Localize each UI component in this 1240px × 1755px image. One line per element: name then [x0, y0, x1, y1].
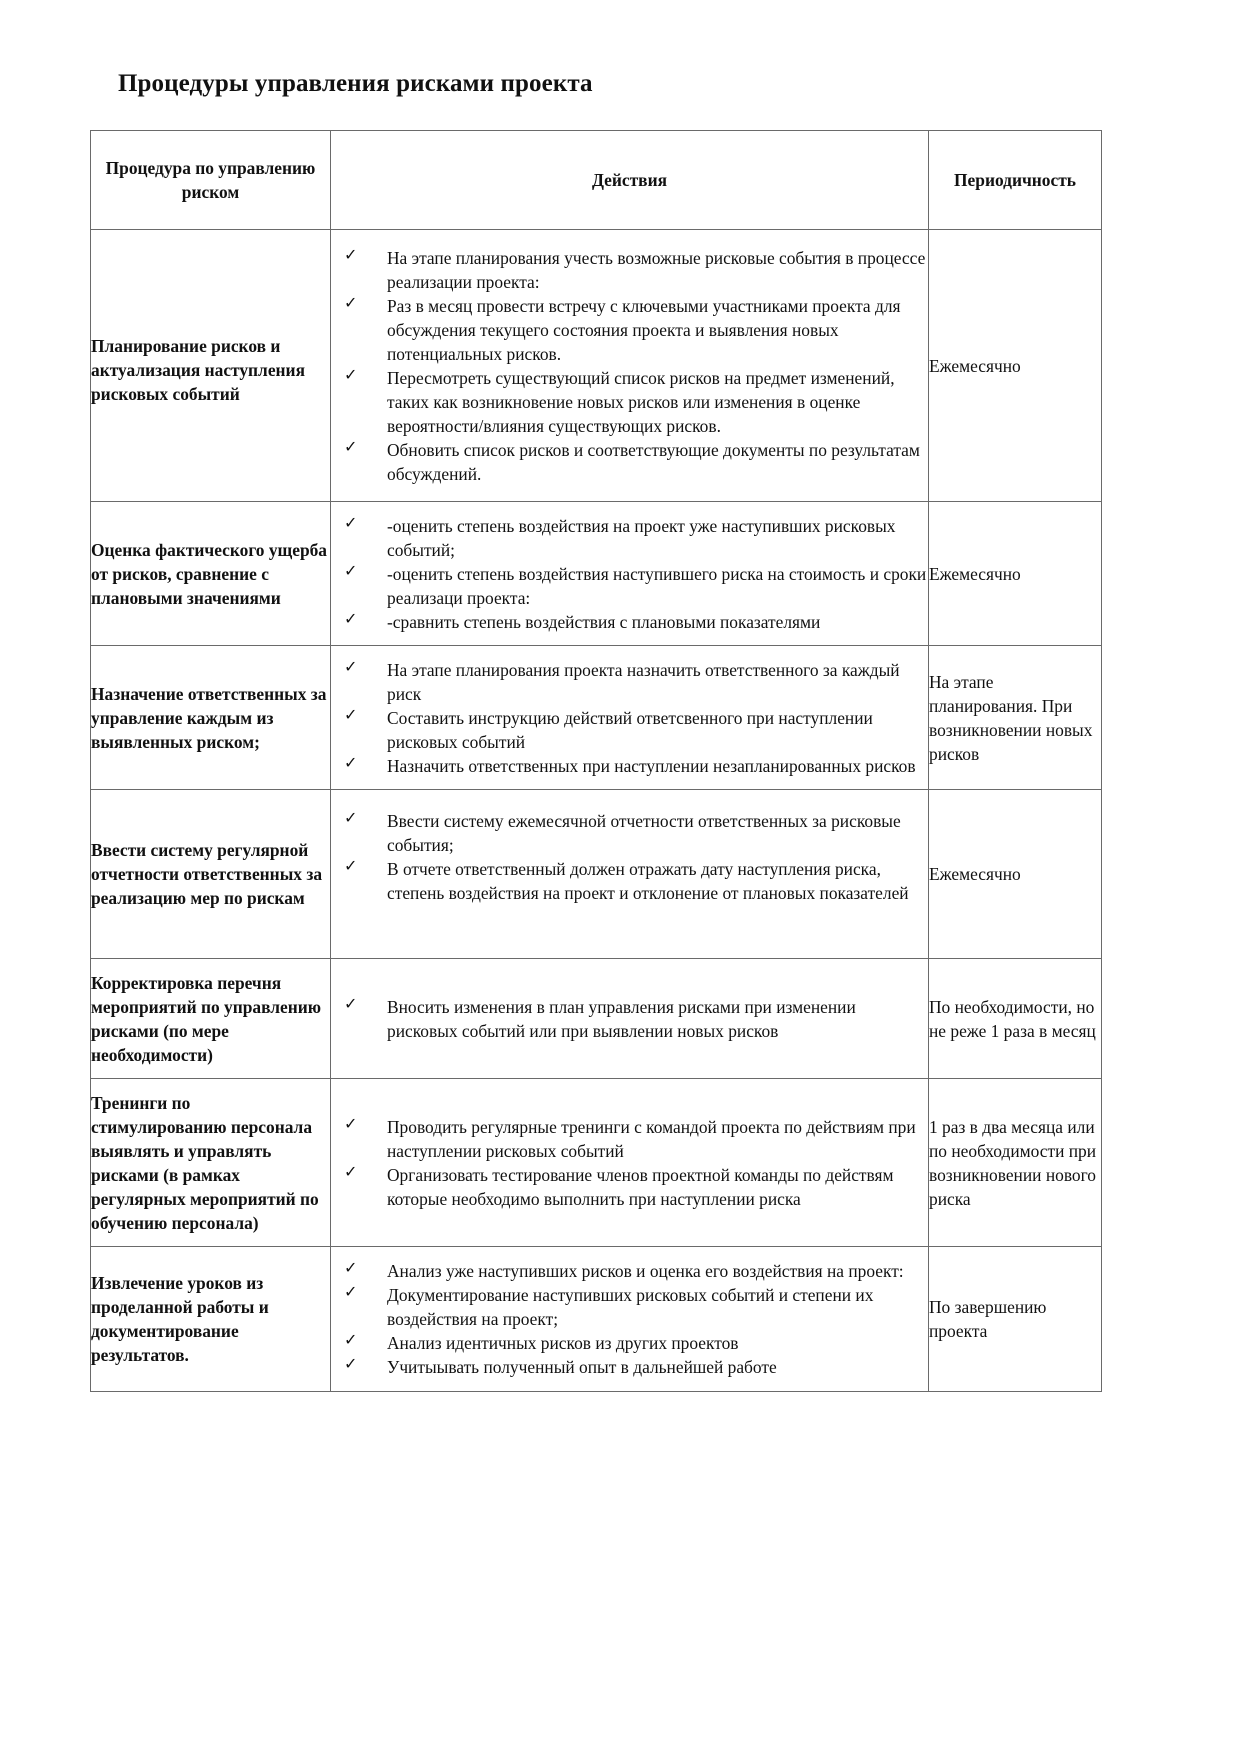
action-text: -оценить степень воздействия наступившего риска на стоимость и сроки реализаци проекта: — [387, 563, 927, 608]
header-procedure: Процедура по управлению риском — [91, 131, 331, 230]
action-text: Назначить ответственных при наступлении незапланированных рисков — [387, 755, 916, 776]
action-text: Обновить список рисков и соответствующие документы по результатам обсуждений. — [387, 439, 920, 484]
procedure-cell: Тренинги по стимулированию персонала выявлять и управлять рисками (в рамках регулярных мероприятий по обучению персонала) — [91, 1079, 331, 1247]
action-item — [331, 809, 928, 857]
action-text: Вносить изменения в план управления рисками при изменении рисковых событий или при выявлении новых рисков — [387, 996, 856, 1041]
checkmark-icon: ✓ — [344, 656, 358, 676]
checkmark-icon: ✓ — [344, 244, 358, 264]
action-item — [331, 366, 928, 438]
periodicity-cell: Ежемесячно — [929, 790, 1102, 959]
periodicity-cell: Ежемесячно — [929, 502, 1102, 646]
action-text: Учитыывать полученный опыт в дальнейшей работе — [387, 1357, 777, 1377]
table-row — [91, 790, 1102, 959]
actions-list — [331, 1115, 928, 1211]
action-text: Документирование наступивших рисковых событий и степени их воздействия на проект; — [387, 1285, 874, 1329]
header-actions: Действия — [331, 131, 929, 230]
action-item — [331, 1163, 928, 1211]
action-text: Составить инструкцию действий ответсвенного при наступлении рисковых событий — [387, 707, 873, 752]
actions-list — [331, 246, 928, 486]
action-item — [331, 1259, 928, 1283]
action-item — [331, 1331, 928, 1355]
procedure-cell: Планирование рисков и актуализация наступления рисковых событий — [91, 230, 331, 502]
action-text: Ввести систему ежемесячной отчетности ответственных за рисковые события; — [387, 811, 901, 855]
actions-cell — [331, 1247, 929, 1392]
action-text: Организовать тестирование членов проектной команды по действям которые необходимо выполнить при наступлении риска — [387, 1164, 894, 1209]
checkmark-icon: ✓ — [344, 364, 358, 384]
action-item — [331, 1283, 928, 1331]
checkmark-icon: ✓ — [344, 1354, 358, 1373]
action-item — [331, 294, 928, 366]
action-text: Анализ идентичных рисков из других проектов — [387, 1333, 739, 1353]
periodicity-cell: По завершению проекта — [929, 1247, 1102, 1392]
periodicity-cell: Ежемесячно — [929, 230, 1102, 502]
action-text: -сравнить степень воздействия с плановыми показателями — [387, 611, 821, 632]
checkmark-icon: ✓ — [344, 1258, 358, 1277]
action-item — [331, 438, 928, 486]
table-row — [91, 646, 1102, 790]
table-row — [91, 1079, 1102, 1247]
procedure-cell: Оценка фактического ущерба от рисков, сравнение с плановыми значениями — [91, 502, 331, 646]
checkmark-icon: ✓ — [344, 704, 358, 724]
checkmark-icon: ✓ — [344, 1113, 358, 1133]
checkmark-icon: ✓ — [344, 1161, 358, 1181]
action-item — [331, 562, 928, 610]
action-item — [331, 514, 928, 562]
procedure-cell: Назначение ответственных за управление каждым из выявленных риском; — [91, 646, 331, 790]
checkmark-icon: ✓ — [344, 512, 358, 532]
action-item — [331, 1355, 928, 1379]
table-row — [91, 230, 1102, 502]
action-text: Раз в месяц провести встречу с ключевыми участниками проекта для обсуждения текущего состояния проекта и выявления новых потенциальных рисков. — [387, 295, 901, 364]
checkmark-icon: ✓ — [344, 436, 358, 456]
action-text: На этапе планирования проекта назначить ответственного за каждый риск — [387, 659, 900, 704]
action-item — [331, 754, 928, 778]
checkmark-icon: ✓ — [344, 608, 358, 628]
actions-cell — [331, 502, 929, 646]
actions-cell — [331, 230, 929, 502]
procedure-cell: Ввести систему регулярной отчетности ответственных за реализацию мер по рискам — [91, 790, 331, 959]
header-periodicity: Периодичность — [929, 131, 1102, 230]
actions-cell — [331, 646, 929, 790]
checkmark-icon: ✓ — [344, 292, 358, 312]
action-text: Проводить регулярные тренинги с командой проекта по действиям при наступлении рисковых событий — [387, 1116, 916, 1161]
action-text: В отчете ответственный должен отражать дату наступления риска, степень воздействия на проект и отклонение от плановых показателей — [387, 859, 909, 903]
periodicity-cell: На этапе планирования. При возникновении новых рисков — [929, 646, 1102, 790]
action-text: Пересмотреть существующий список рисков на предмет изменений, таких как возникновение новых рисков или изменения в оценке вероятности/влияния существующих рисков. — [387, 367, 895, 436]
checkmark-icon: ✓ — [344, 856, 358, 875]
action-item — [331, 995, 928, 1043]
table-row — [91, 502, 1102, 646]
risk-procedures-table — [90, 130, 1102, 1392]
action-item — [331, 1115, 928, 1163]
actions-cell — [331, 1079, 929, 1247]
action-item — [331, 246, 928, 294]
checkmark-icon: ✓ — [344, 808, 358, 827]
actions-list — [331, 658, 928, 778]
checkmark-icon: ✓ — [344, 752, 358, 772]
action-text: Анализ уже наступивших рисков и оценка его воздействия на проект: — [387, 1261, 904, 1281]
procedure-cell: Корректировка перечня мероприятий по управлению рисками (по мере необходимости) — [91, 959, 331, 1079]
periodicity-cell: По необходимости, но не реже 1 раза в месяц — [929, 959, 1102, 1079]
action-text: На этапе планирования учесть возможные рисковые события в процессе реализации проекта: — [387, 247, 926, 292]
actions-list — [331, 995, 928, 1043]
action-text: -оценить степень воздействия на проект уже наступивших рисковых событий; — [387, 515, 896, 560]
table-header-row — [91, 131, 1102, 230]
checkmark-icon: ✓ — [344, 993, 358, 1013]
periodicity-cell: 1 раз в два месяца или по необходимости при возникновении нового риска — [929, 1079, 1102, 1247]
action-item — [331, 610, 928, 634]
actions-list — [331, 1259, 928, 1379]
checkmark-icon: ✓ — [344, 560, 358, 580]
actions-cell — [331, 790, 929, 959]
page-title: Процедуры управления рисками проекта — [118, 70, 593, 97]
action-item — [331, 857, 928, 905]
procedure-cell: Извлечение уроков из проделанной работы и документирование результатов. — [91, 1247, 331, 1392]
checkmark-icon: ✓ — [344, 1282, 358, 1301]
table-row — [91, 1247, 1102, 1392]
actions-cell — [331, 959, 929, 1079]
action-item — [331, 658, 928, 706]
checkmark-icon: ✓ — [344, 1330, 358, 1349]
actions-list — [331, 514, 928, 634]
table-row — [91, 959, 1102, 1079]
actions-list — [331, 809, 928, 905]
action-item — [331, 706, 928, 754]
